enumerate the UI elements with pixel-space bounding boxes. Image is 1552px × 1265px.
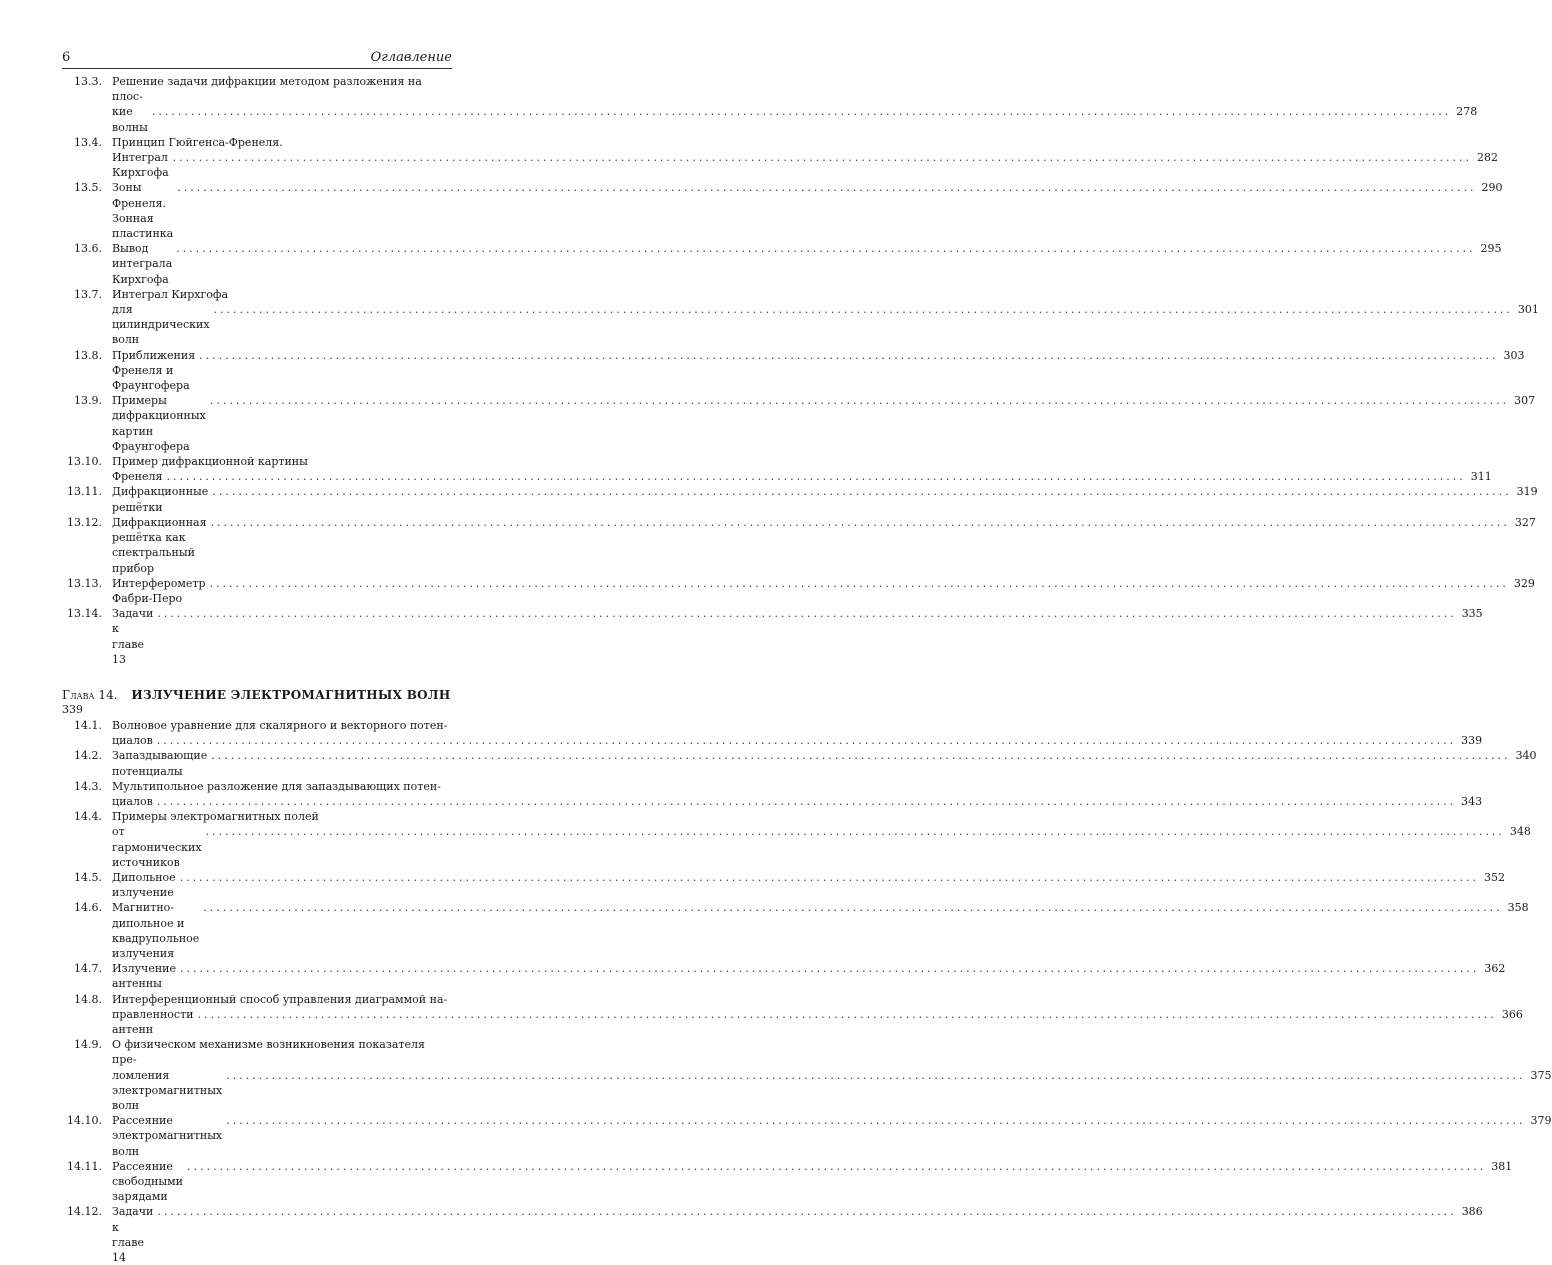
toc-entry-number: 13.8. [74,348,102,362]
toc-entry-line [112,961,1506,991]
toc-entry[interactable] [62,1113,1552,1159]
toc-entry-page: 295 [1480,242,1502,256]
toc-entry-page: 282 [1476,151,1498,165]
running-header-title: Оглавление [370,50,452,65]
toc-entry-page: 319 [1516,485,1538,499]
toc-entry-number: 14.11. [67,1159,102,1173]
toc-entry[interactable] [62,393,1536,454]
toc-entry-title: Интеграл Кирхгофа [112,151,169,180]
dot-leader: ........................................................................................................................................................................................................ [213,303,1513,317]
toc-entry-page: 379 [1530,1114,1552,1128]
toc-entry-body [112,718,1483,748]
chapter-gap [62,667,452,683]
toc-entry-body [112,1204,1483,1265]
toc-entry-line [112,1113,1552,1159]
toc-entry-number: 14.2. [74,749,102,763]
toc-entry[interactable] [62,1159,1513,1205]
toc-entry-line [112,469,1492,484]
toc-entry-page: 366 [1501,1007,1523,1021]
toc-entry-line [112,718,452,733]
toc-entry-title: Интерференционный способ управления диаграммой на- [112,992,448,1006]
toc-entry-number: 14.8. [74,992,102,1006]
toc-entry-page: 327 [1514,515,1536,529]
toc-entry-title: Запаздывающие потенциалы [112,749,208,778]
toc-entry-line [112,454,452,469]
toc-entry-number: 13.4. [74,135,102,149]
toc-entry-page: 343 [1461,794,1483,808]
toc-entry-page: 340 [1515,749,1537,763]
toc-entry-line [112,1204,1483,1265]
toc-entry-title: циалов [112,734,153,748]
dot-leader: ........................................................................................................................................................................................................ [186,1159,1487,1173]
toc-entry-line [112,302,1539,348]
page-number: 6 [62,50,71,65]
toc-entry-title: Задачи к главе 14 [112,1205,154,1265]
toc-entry-title: кие волны [112,105,148,134]
toc-entry-body [112,779,1483,809]
dot-leader: ........................................................................................................................................................................................................ [157,1205,1457,1219]
toc-entry-title: Зоны Френеля. Зонная пластинка [112,181,174,241]
toc-entry-page: 375 [1530,1068,1552,1082]
toc-entry-page: 386 [1461,1205,1483,1219]
toc-entry-page: 278 [1456,105,1478,119]
toc-entry-line [112,794,1483,809]
toc-entry-line [112,180,1503,241]
toc-entry[interactable] [62,454,1492,484]
toc-entry-body [112,1159,1513,1205]
toc-entry-body [112,180,1503,241]
chapter-title: ИЗЛУЧЕНИЕ ЭЛЕКТРОМАГНИТНЫХ ВОЛН [131,687,451,702]
toc-entry-title: Френеля [112,470,163,484]
toc-entry-title: Волновое уравнение для скалярного и векторного потен- [112,718,448,732]
toc-entry-body [112,135,1498,181]
dot-leader: ........................................................................................................................................................................................................ [151,105,1452,119]
toc-entry-body [112,287,1539,348]
toc-entry-number: 13.11. [67,485,102,499]
toc-entry-title: Принцип Гюйгенса-Френеля. [112,135,283,149]
toc-entry-number: 13.3. [74,75,102,88]
toc-entry-number: 14.3. [74,779,102,793]
toc-entry-page: 301 [1517,303,1539,317]
dot-leader: ........................................................................................................................................................................................................ [176,242,1476,256]
dot-leader: ........................................................................................................................................................................................................ [180,962,1480,976]
toc-entry-title: Приближения Френеля и Фраунгофера [112,348,196,393]
chapter-label: Глава 14. [62,687,118,702]
toc-entry-title: Дифракционная решётка как спектральный прибор [112,515,207,575]
toc-entry-body [112,1037,1552,1113]
dot-leader: ........................................................................................................................................................................................................ [156,794,1457,808]
dot-leader: ........................................................................................................................................................................................................ [157,607,1457,621]
toc-entry-page: 362 [1484,962,1506,976]
toc-entry[interactable] [62,287,1539,348]
toc-entry-line [112,809,452,824]
toc-entry-number: 14.7. [74,962,102,976]
dot-leader: ........................................................................................................................................................................................................ [209,394,1510,408]
toc-entry-title: Дипольное излучение [112,870,176,900]
toc-entry[interactable] [62,484,1538,514]
toc-entry-title: Дифракционные решётки [112,485,209,514]
toc-entry[interactable] [62,515,1536,576]
toc-entry-title: Решение задачи дифракции методом разложения на плос- [112,75,422,104]
toc-entry-line [112,748,1537,778]
toc-entry-title: Рассеяние свободными зарядами [112,1159,183,1204]
toc-entry-line [112,900,1529,961]
toc-entry[interactable] [62,870,1505,900]
dot-leader: ........................................................................................................................................................................................................ [209,576,1509,590]
toc-entry-body [112,515,1536,576]
toc-entry-line [112,870,1505,900]
toc-entry-line [112,1159,1513,1205]
dot-leader: ........................................................................................................................................................................................................ [177,181,1477,195]
toc-entry-page: 329 [1513,576,1535,590]
toc-entry-number: 14.6. [74,901,102,915]
toc-entry-line [112,135,452,150]
toc-entry-title: Интеграл Кирхгофа [112,287,229,301]
toc-entry-page: 381 [1491,1159,1513,1173]
toc-entry[interactable] [62,992,1523,1038]
toc-entry-number: 14.1. [74,718,102,732]
toc-entry-body [112,992,1523,1038]
toc-entry-body [112,870,1505,900]
toc-entry-line [112,287,452,302]
toc-entry-body [112,484,1538,514]
dot-leader: ........................................................................................................................................................................................................ [156,734,1457,748]
toc-entry-title: Вывод интеграла Кирхгофа [112,242,173,286]
toc-entry-line [112,74,452,104]
toc-entry[interactable] [62,348,1525,394]
chapter-14-page: 339 [62,702,83,716]
dot-leader: ........................................................................................................................................................................................................ [172,151,1472,165]
toc-entry-body [112,900,1529,961]
toc-entry-body [112,606,1483,667]
toc-entry-number: 14.10. [67,1114,102,1128]
toc-entry-title: ломления электромагнитных волн [112,1068,223,1112]
toc-entry-title: Интерферометр Фабри-Перо [112,576,206,605]
toc-entry-title: Пример дифракционной картины [112,455,308,469]
dot-leader: ........................................................................................................................................................................................................ [226,1068,1526,1082]
dot-leader: ........................................................................................................................................................................................................ [211,749,1511,763]
toc-entry-number: 13.9. [74,394,102,408]
toc-entry-page: 307 [1514,394,1536,408]
toc-entry-title: Задачи к главе 13 [112,607,154,666]
toc-entry-number: 14.12. [67,1205,102,1219]
chapter-14-entries [62,718,1552,1265]
dot-leader: ........................................................................................................................................................................................................ [210,515,1510,529]
toc-entry-title: Магнитно-дипольное и квадрупольное излучения [112,901,200,960]
toc-entry-line [112,606,1483,667]
toc-entry-body [112,348,1525,394]
toc-entry-title: Рассеяние электромагнитных волн [112,1114,223,1158]
toc-entry[interactable] [62,241,1502,287]
toc-entry-title: Мультипольное разложение для запаздывающих потен- [112,779,441,793]
toc-entry-title: О физическом механизме возникновения показателя пре- [112,1038,425,1067]
toc-entry-title: Примеры электромагнитных полей [112,810,319,824]
toc-entry-body [112,393,1536,454]
toc-entry-body [112,241,1502,287]
toc-entry-page: 348 [1509,825,1531,839]
chapter-13-entries [62,74,1539,667]
toc-entry-line [112,1007,1523,1037]
toc-entry[interactable] [62,900,1529,961]
toc-entry[interactable] [62,748,1537,778]
toc-entry-line [112,241,1502,287]
toc-entry-page: 311 [1470,470,1492,484]
toc-entry-number: 13.6. [74,242,102,256]
toc-entry[interactable] [62,606,1483,667]
dot-leader: ........................................................................................................................................................................................................ [197,1007,1497,1021]
toc-entry-body [112,1113,1552,1159]
toc-entry-line [112,515,1536,576]
dot-leader: ........................................................................................................................................................................................................ [205,825,1505,839]
toc-entry-number: 13.14. [67,607,102,621]
dot-leader: ........................................................................................................................................................................................................ [199,348,1499,362]
toc-entry[interactable] [62,180,1503,241]
toc-entry-page: 358 [1507,901,1529,915]
toc-entry-body [112,576,1535,606]
toc-entry-line [112,824,1531,870]
chapter-14-heading [62,687,452,703]
toc-entry-line [112,393,1536,454]
toc-entry-line [112,992,452,1007]
toc-entry-line [112,484,1538,514]
toc-entry-line [112,733,1483,748]
dot-leader: ........................................................................................................................................................................................................ [212,485,1512,499]
toc-entry-number: 14.4. [74,810,102,824]
toc-entry[interactable] [62,135,1498,181]
toc-entry-body [112,454,1492,484]
dot-leader: ........................................................................................................................................................................................................ [179,870,1479,884]
toc-entry-number: 13.5. [74,181,102,195]
toc-entry[interactable] [62,1204,1483,1265]
toc-entry-page: 339 [1461,734,1483,748]
toc-entry-line [112,348,1525,394]
toc-entry-page: 352 [1484,870,1505,884]
toc-entry-line [112,576,1535,606]
toc-entry-number: 13.12. [67,515,102,529]
toc-entry[interactable] [62,74,1478,135]
table-of-contents [62,74,1552,1265]
dot-leader: ........................................................................................................................................................................................................ [226,1114,1526,1128]
toc-entry-number: 13.10. [67,455,102,469]
toc-entry-body [112,809,1531,870]
toc-entry-title: для цилиндрических волн [112,303,210,347]
toc-entry-line [112,104,1478,134]
toc-entry[interactable] [62,779,1483,809]
toc-entry-title: Примеры дифракционных картин Фраунгофера [112,394,206,453]
toc-entry[interactable] [62,718,1483,748]
toc-entry-title: циалов [112,794,153,808]
dot-leader: ........................................................................................................................................................................................................ [166,470,1466,484]
toc-entry-page: 335 [1461,607,1483,621]
toc-entry-title: правленности антенн [112,1007,194,1036]
toc-entry[interactable] [62,961,1506,991]
toc-entry-number: 14.5. [74,870,102,884]
toc-entry-body [112,748,1537,778]
toc-entry-number: 13.13. [67,576,102,590]
toc-entry-page: 290 [1481,181,1503,195]
toc-entry[interactable] [62,809,1531,870]
toc-entry-title: от гармонических источников [112,825,202,869]
dot-leader: ........................................................................................................................................................................................................ [203,901,1503,915]
toc-entry-title: Излучение антенны [112,962,177,991]
toc-entry[interactable] [62,576,1535,606]
toc-entry-body [112,961,1506,991]
toc-entry-line [112,150,1498,180]
toc-entry-number: 14.9. [74,1038,102,1052]
toc-entry-number: 13.7. [74,287,102,301]
toc-entry-line [112,1037,452,1067]
toc-entry-page: 303 [1503,348,1525,362]
header-rule [62,68,452,69]
toc-entry-body [112,74,1478,135]
toc-entry[interactable] [62,1037,1552,1113]
toc-entry-line [112,779,452,794]
toc-entry-line [112,1068,1552,1114]
